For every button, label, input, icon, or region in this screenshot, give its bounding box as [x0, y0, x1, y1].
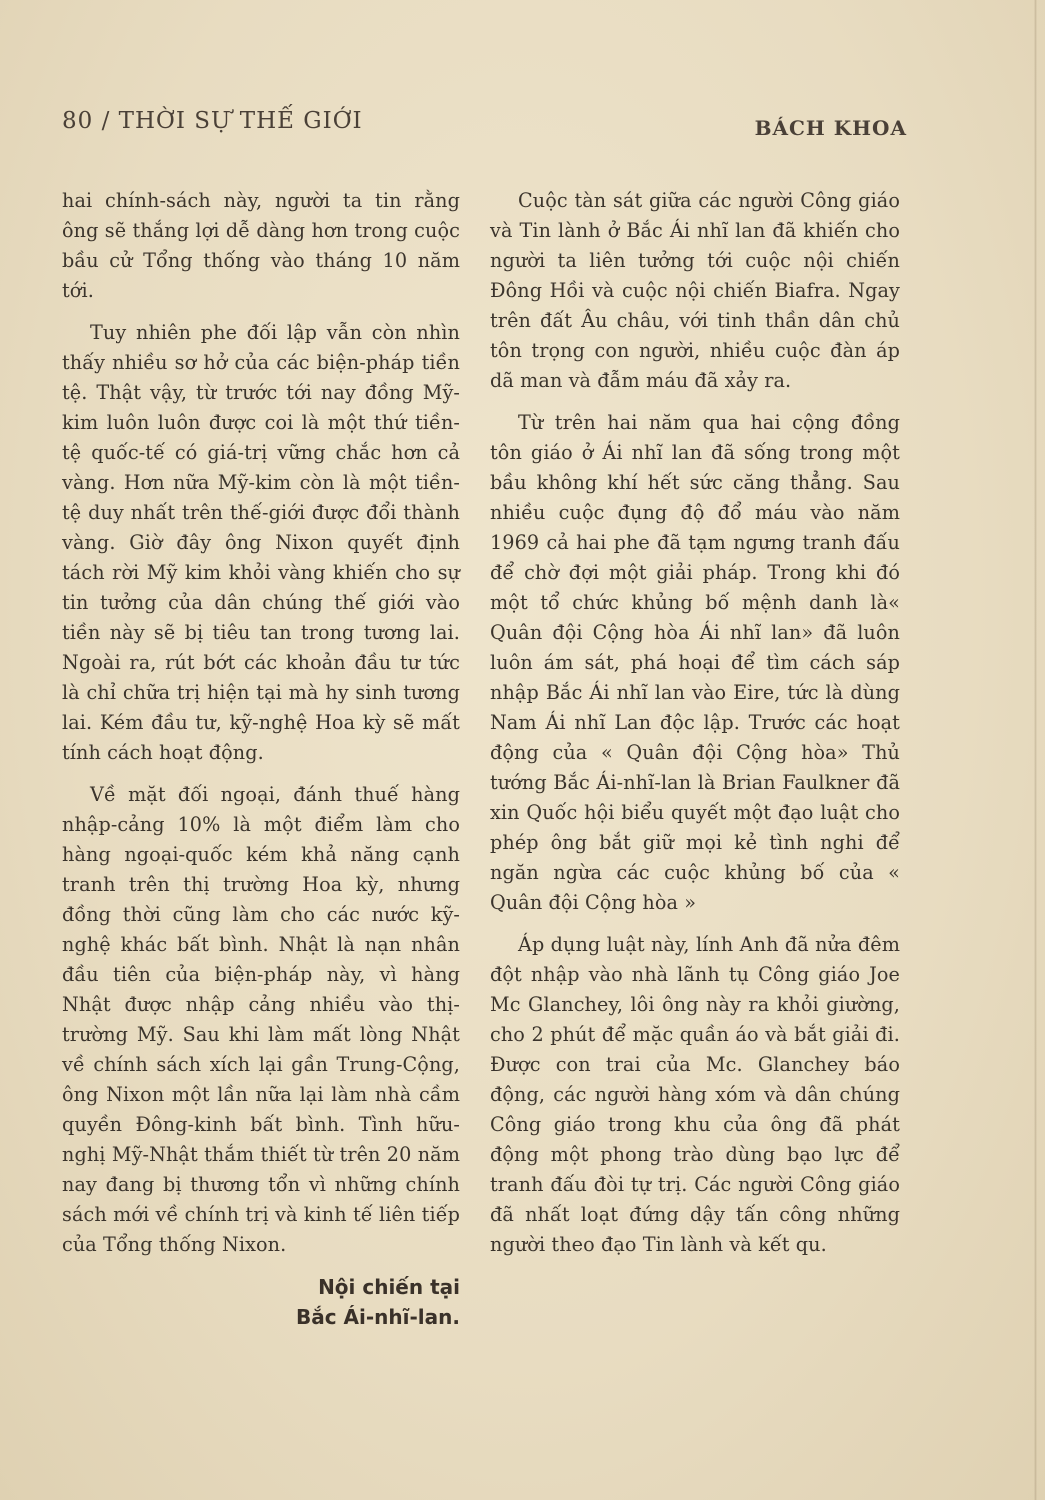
paragraph: Cuộc tàn sát giữa các người Công giáo và Tin lành ở Bắc Ái nhĩ lan đã khiến cho người ta liên tưởng tới cuộc nội chiến Đông Hồi và cuộc nội chiến Biafra. Ngay trên đất Âu châu, với tinh thần dân chủ tôn trọng con người, nhiều cuộc đàn áp dã man và đẫm máu đã xảy ra.	[490, 189, 900, 392]
page-edge-shadow	[1034, 0, 1037, 1500]
right-column	[490, 186, 900, 1272]
paragraph: Từ trên hai năm qua hai cộng đồng tôn giáo ở Ái nhĩ lan đã sống trong một bầu không khí hết sức căng thẳng. Sau nhiều cuộc đụng độ đổ máu vào năm 1969 cả hai phe đã tạm ngưng tranh đấu để chờ đợi một giải pháp. Trong khi đó một tổ chức khủng bố mệnh danh là« Quân đội Cộng hòa Ái nhĩ lan» đã luôn luôn ám sát, phá hoại để tìm cách sáp nhập Bắc Ái nhĩ lan vào Eire, tức là dùng Nam Ái nhĩ Lan độc lập. Trước các hoạt động của « Quân đội Cộng hòa» Thủ tướng Bắc Ái-nhĩ-lan là Brian Faulkner đã xin Quốc hội biểu quyết một đạo luật cho phép ông bắt giữ mọi kẻ tình nghi để ngăn ngừa các cuộc khủng bố của « Quân đội Cộng hòa »	[490, 411, 900, 914]
running-head: 80 / THỜI SỰ THẾ GIỚI	[62, 108, 363, 134]
journal-name: BÁCH KHOA	[754, 116, 907, 140]
section-heading-line: Nội chiến tại	[318, 1275, 460, 1299]
paragraph: Áp dụng luật này, lính Anh đã nửa đêm đột nhập vào nhà lãnh tụ Công giáo Joe Mc Glanchey, lôi ông này ra khỏi giường, cho 2 phút để mặc quần áo và bắt giải đi. Được con trai của Mc. Glanchey báo động, các người hàng xóm và dân chúng Công giáo trong khu của ông đã phát động một phong trào dùng bạo lực để tranh đấu đòi tự trị. Các người Công giáo đã nhất loạt đứng dậy tấn công những người theo đạo Tin lành và kết qu.	[490, 933, 900, 1256]
paragraph: hai chính-sách này, người ta tin rằng ông sẽ thắng lợi dễ dàng hơn trong cuộc bầu cử Tổng thống vào tháng 10 năm tới.	[62, 189, 460, 302]
page-header	[62, 108, 907, 148]
section-heading	[62, 1272, 460, 1332]
left-column	[62, 186, 460, 1332]
paragraph: Tuy nhiên phe đối lập vẫn còn nhìn thấy nhiều sơ hở của các biện-pháp tiền tệ. Thật vậy, từ trước tới nay đồng Mỹ-kim luôn luôn được coi là một thứ tiền-tệ quốc-tế có giá-trị vững chắc hơn cả vàng. Hơn nữa Mỹ-kim còn là một tiền-tệ duy nhất trên thế-giới được đổi thành vàng. Giờ đây ông Nixon quyết định tách rời Mỹ kim khỏi vàng khiến cho sự tin tưởng của dân chúng thế giới vào tiền này sẽ bị tiêu tan trong tương lai. Ngoài ra, rút bớt các khoản đầu tư tức là chỉ chữa trị hiện tại mà hy sinh tương lai. Kém đầu tư, kỹ-nghệ Hoa kỳ sẽ mất tính cách hoạt động.	[62, 321, 460, 764]
paragraph: Về mặt đối ngoại, đánh thuế hàng nhập-cảng 10% là một điểm làm cho hàng ngoại-quốc kém khả năng cạnh tranh trên thị trường Hoa kỳ, nhưng đồng thời cũng làm cho các nước kỹ-nghệ khác bất bình. Nhật là nạn nhân đầu tiên của biện-pháp này, vì hàng Nhật được nhập cảng nhiều vào thị-trường Mỹ. Sau khi làm mất lòng Nhật về chính sách xích lại gần Trung-Cộng, ông Nixon một lần nữa lại làm nhà cầm quyền Đông-kinh bất bình. Tình hữu-nghị Mỹ-Nhật thắm thiết từ trên 20 năm nay đang bị thương tổn vì những chính sách mới về chính trị và kinh tế liên tiếp của Tổng thống Nixon.	[62, 783, 460, 1256]
section-heading-line: Bắc Ái-nhĩ-lan.	[295, 1305, 460, 1329]
